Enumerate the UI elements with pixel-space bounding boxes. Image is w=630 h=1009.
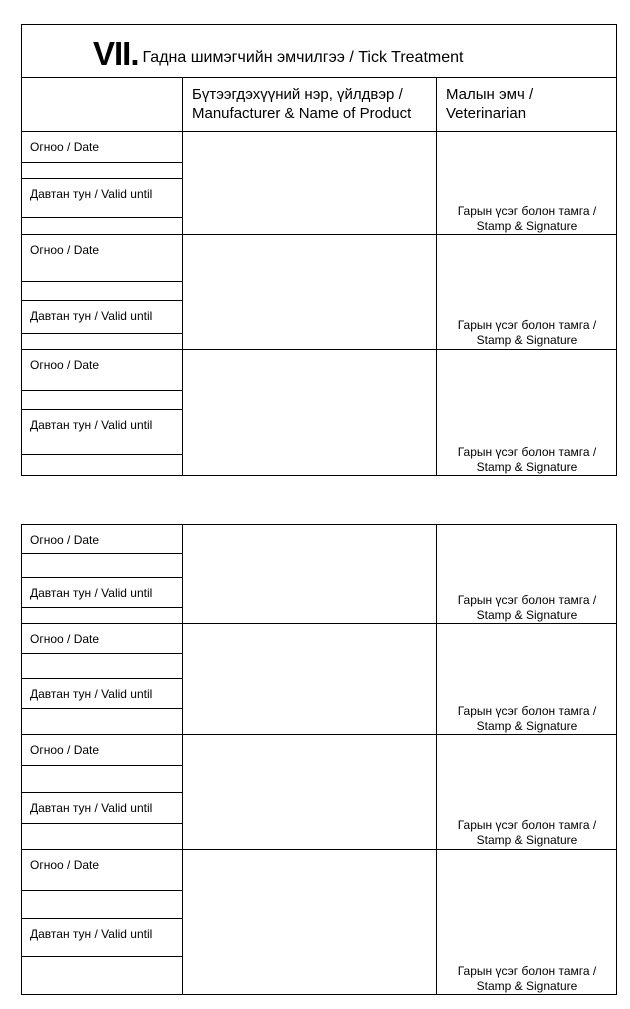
valid-until-label: Давтан тун / Valid until	[30, 309, 153, 323]
sub-divider	[21, 217, 183, 218]
stamp-signature-label: Гарын үсэг болон тамга / Stamp & Signature	[457, 964, 597, 993]
table2-border-bottom	[21, 994, 617, 995]
stamp-signature-label: Гарын үсэг болон тамга / Stamp & Signature	[457, 704, 597, 733]
stamp-signature-label: Гарын үсэг болон тамга / Stamp & Signature	[457, 593, 597, 622]
header-vet-line2: Veterinarian	[446, 105, 527, 122]
group-divider	[21, 849, 617, 850]
stamp-signature-label: Гарын үсэг болон тамга / Stamp & Signature	[457, 818, 597, 847]
header-divider	[21, 131, 617, 132]
stamp-signature-label: Гарын үсэг болон тамга / Stamp & Signature	[457, 318, 597, 347]
date-label: Огноо / Date	[30, 858, 100, 872]
sub-divider	[21, 823, 183, 824]
table2-col-divider-1	[182, 524, 183, 995]
valid-until-label: Давтан тун / Valid until	[30, 927, 153, 941]
stamp-signature-label: Гарын үсэг болон тамга / Stamp & Signature	[457, 204, 597, 233]
sub-divider	[21, 956, 183, 957]
sub-divider	[21, 281, 183, 282]
group-divider	[21, 734, 617, 735]
valid-until-label: Давтан тун / Valid until	[30, 187, 153, 201]
header-product-line2: Manufacturer & Name of Product	[192, 105, 412, 122]
valid-until-label: Давтан тун / Valid until	[30, 687, 153, 701]
table1-border-top	[21, 24, 617, 25]
sub-divider	[21, 409, 183, 410]
group-divider	[21, 623, 617, 624]
date-label: Огноо / Date	[30, 243, 100, 257]
date-label: Огноо / Date	[30, 632, 100, 646]
header-product-line1: Бүтээгдэхүүний нэр, үйлдвэр /	[192, 86, 403, 103]
valid-until-label: Давтан тун / Valid until	[30, 801, 153, 815]
sub-divider	[21, 390, 183, 391]
sub-divider	[21, 333, 183, 334]
sub-divider	[21, 577, 183, 578]
date-label: Огноо / Date	[30, 358, 100, 372]
sub-divider	[21, 653, 183, 654]
sub-divider	[21, 765, 183, 766]
date-label: Огноо / Date	[30, 743, 100, 757]
sub-divider	[21, 792, 183, 793]
sub-divider	[21, 178, 183, 179]
table2-border-top	[21, 524, 617, 525]
sub-divider	[21, 300, 183, 301]
sub-divider	[21, 162, 183, 163]
section-title-text: Гадна шимэгчийн эмчилгээ / Tick Treatment	[142, 49, 464, 66]
sub-divider	[21, 918, 183, 919]
stamp-signature-label: Гарын үсэг болон тамга / Stamp & Signature	[457, 445, 597, 474]
valid-until-label: Давтан тун / Valid until	[30, 586, 153, 600]
sub-divider	[21, 678, 183, 679]
table1-border-bottom	[21, 475, 617, 476]
header-vet-line1: Малын эмч /	[446, 86, 534, 103]
valid-until-label: Давтан тун / Valid until	[30, 418, 153, 432]
table1-border-right	[616, 24, 617, 476]
table2-border-left	[21, 524, 22, 995]
sub-divider	[21, 708, 183, 709]
section-title	[93, 35, 463, 73]
section-number: VII.	[93, 35, 139, 72]
group-divider	[21, 349, 617, 350]
sub-divider	[21, 890, 183, 891]
table1-col-divider-2	[436, 77, 437, 476]
group-divider	[21, 234, 617, 235]
sub-divider	[21, 454, 183, 455]
date-label: Огноо / Date	[30, 533, 100, 547]
sub-divider	[21, 607, 183, 608]
date-label: Огноо / Date	[30, 140, 100, 154]
table1-col-divider-1	[182, 77, 183, 476]
title-divider	[21, 77, 617, 78]
sub-divider	[21, 553, 183, 554]
